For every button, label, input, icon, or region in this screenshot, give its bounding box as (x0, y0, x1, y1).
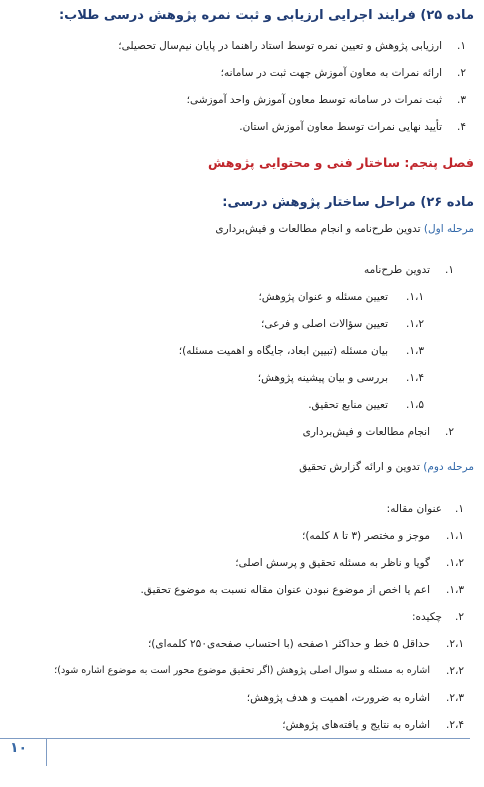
sub-item-number: ۲،۴. (445, 719, 464, 731)
list-item-number: ۲. (457, 67, 466, 79)
list-item-text: چکیده: (411, 611, 442, 623)
list-item-number: ۱. (457, 40, 466, 52)
list-item-text: ارزیابی پژوهش و تعیین نمره توسط استاد راهنما در پایان نیم‌سال تحصیلی؛ (118, 40, 442, 52)
list-item-number: ۴. (457, 121, 466, 133)
stage-2-text: تدوین و ارائه گزارش تحقیق (299, 461, 424, 473)
article-25-title: ماده ۲۵) فرایند اجرایی ارزیابی و ثبت نمره پژوهش درسی طلاب: (58, 8, 474, 23)
list-item-number: ۱. (455, 503, 464, 515)
sub-item-number: ۱،۵. (405, 399, 424, 411)
chapter-title: فصل پنجم: ساختار فنی و محتوایی پژوهش (208, 155, 474, 170)
stage-2-heading (299, 461, 474, 473)
list-item-text: ثبت نمرات در سامانه توسط معاون آموزش واحد آموزشی؛ (186, 94, 442, 106)
sub-item-text: حداقل ۵ خط و حداکثر ۱صفحه (با احتساب صفحه‌ی۲۵۰ کلمه‌ای)؛ (147, 638, 430, 650)
sub-item-number: ۱،۱. (405, 291, 424, 303)
sub-item-text: موجز و مختصر (۳ تا ۸ کلمه)؛ (301, 530, 430, 542)
sub-item-text: اشاره به ضرورت، اهمیت و هدف پژوهش؛ (246, 692, 430, 704)
sub-item-number: ۱،۱. (445, 530, 464, 542)
sub-item-text: بررسی و بیان پیشینه پژوهش؛ (257, 372, 388, 384)
list-item-number: ۲. (455, 611, 464, 623)
sub-item-text: اشاره به نتایج و یافته‌های پژوهش؛ (282, 719, 430, 731)
sub-item-number: ۱،۲. (405, 318, 424, 330)
sub-item-text: تعیین منابع تحقیق. (308, 399, 388, 411)
sub-item-text: تعیین سؤالات اصلی و فرعی؛ (261, 318, 388, 330)
sub-item-number: ۱،۴. (405, 372, 424, 384)
list-item-text: ارائه نمرات به معاون آموزش جهت ثبت در سامانه؛ (220, 67, 442, 79)
list-item-number: ۱. (445, 264, 454, 276)
article-26-title: ماده ۲۶) مراحل ساختار پژوهش درسی: (222, 195, 474, 210)
stage-2-label: مرحله دوم) (423, 461, 474, 473)
list-item-text: عنوان مقاله: (386, 503, 442, 515)
footer-rule (0, 738, 470, 739)
sub-item-text: تعیین مسئله و عنوان پژوهش؛ (258, 291, 388, 303)
sub-item-number: ۱،۲. (445, 557, 464, 569)
stage-1-heading (215, 223, 474, 235)
list-item-number: ۳. (457, 94, 466, 106)
list-item-text: تأیید نهایی نمرات توسط معاون آموزش استان. (239, 121, 442, 133)
stage-1-label: مرحله اول) (423, 223, 474, 235)
sub-item-text: گویا و ناظر به مسئله تحقیق و پرسش اصلی؛ (235, 557, 430, 569)
list-item-text: تدوین طرح‌نامه (363, 264, 430, 276)
sub-item-number: ۲،۲. (445, 665, 464, 677)
footer-divider (46, 738, 47, 766)
page-number: ۱۰ (10, 740, 28, 756)
list-item-number: ۲. (445, 426, 454, 438)
list-item-text: انجام مطالعات و فیش‌برداری (302, 426, 430, 438)
sub-item-number: ۲،۱. (445, 638, 464, 650)
sub-item-number: ۱،۳. (405, 345, 424, 357)
sub-item-number: ۱،۳. (445, 584, 464, 596)
sub-item-text: بیان مسئله (تبیین ابعاد، جایگاه و اهمیت مسئله)؛ (178, 345, 388, 357)
stage-1-text: تدوین طرح‌نامه و انجام مطالعات و فیش‌برداری (215, 223, 424, 235)
sub-item-text: اشاره به مسئله و سوال اصلی پژوهش (اگر تحقیق موضوع محور است به موضوع اشاره شود)؛ (54, 665, 430, 676)
sub-item-number: ۲،۳. (445, 692, 464, 704)
sub-item-text: اعم یا اخص از موضوع نبودن عنوان مقاله نسبت به موضوع تحقیق. (140, 584, 430, 596)
